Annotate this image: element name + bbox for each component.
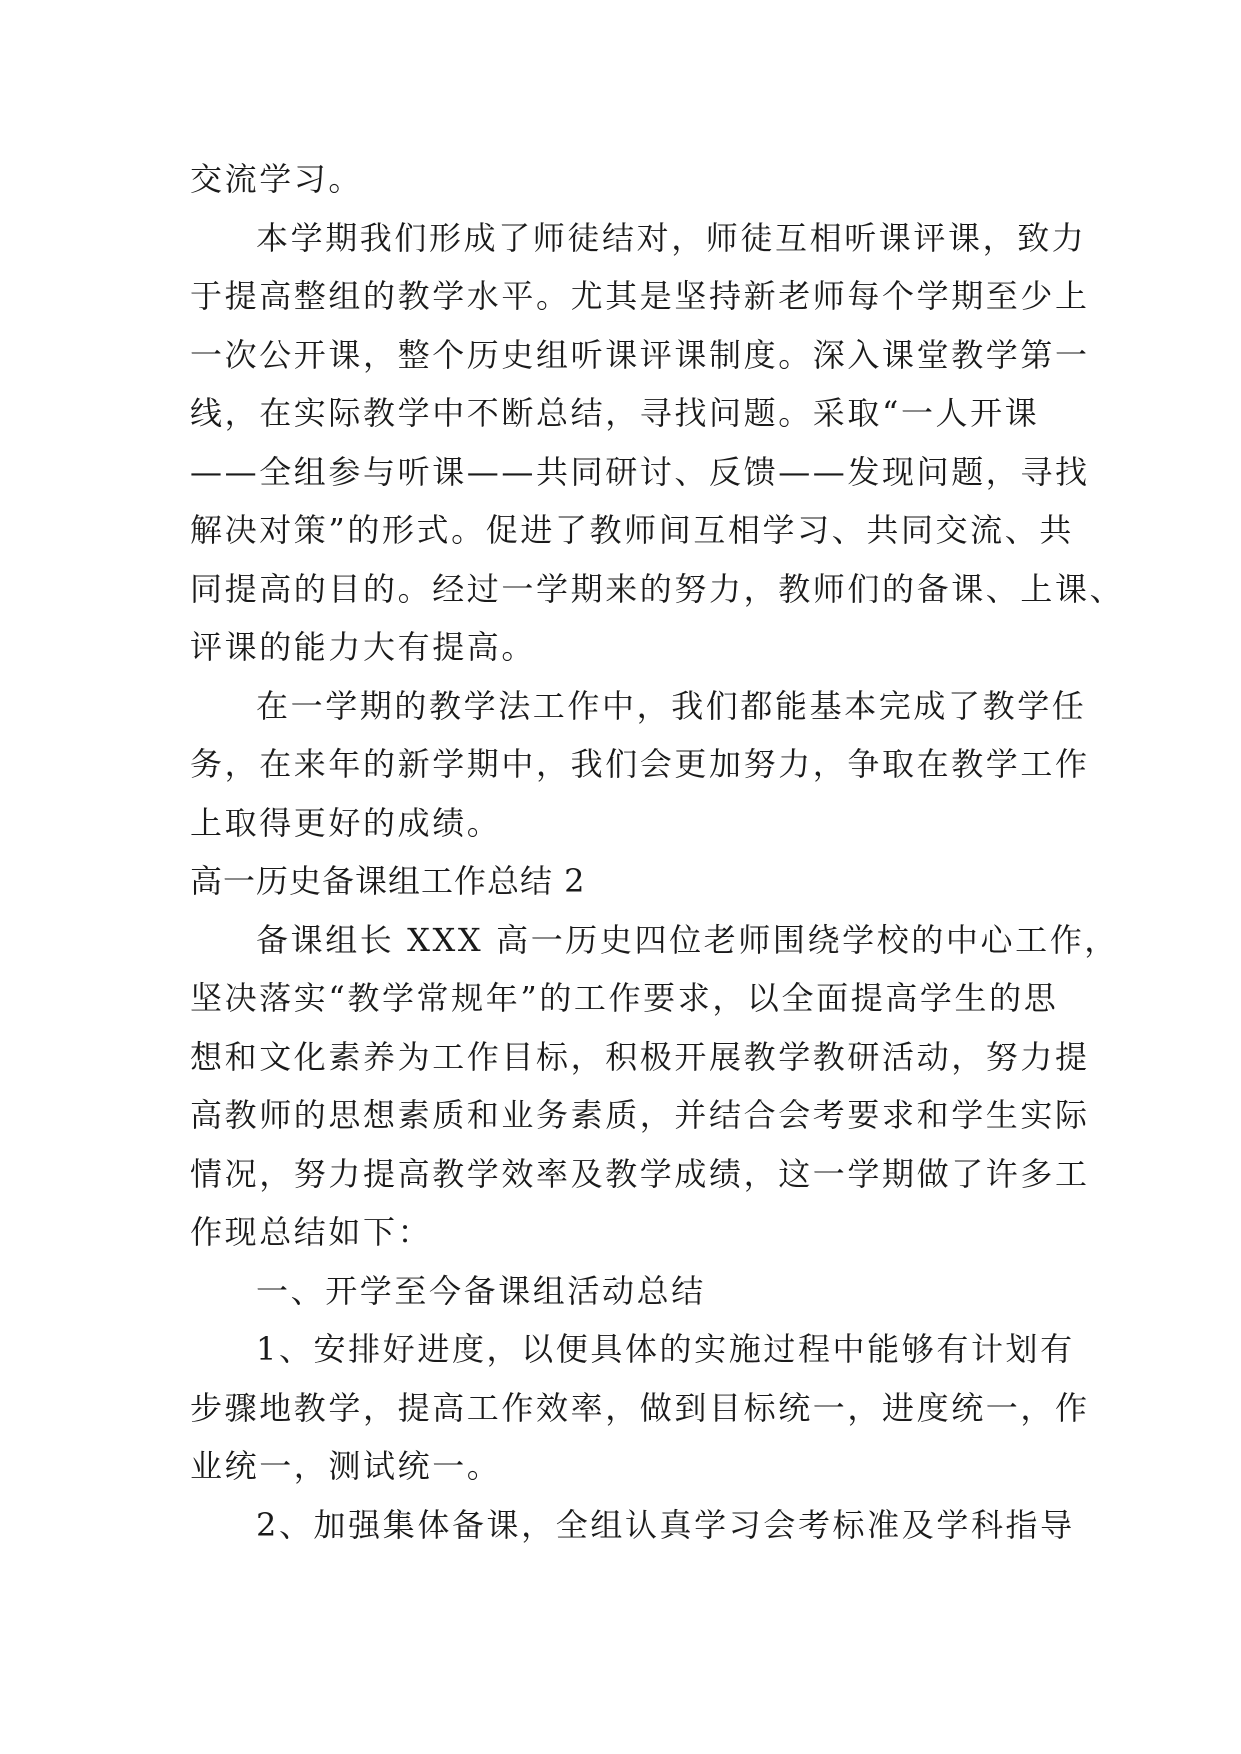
list-item-line: 业统一，测试统一。 bbox=[190, 1447, 502, 1485]
paragraph-line: 评课的能力大有提高。 bbox=[190, 628, 537, 666]
paragraph-line: 在一学期的教学法工作中，我们都能基本完成了教学任 bbox=[256, 686, 1087, 725]
section-heading: 高一历史备课组工作总结 2 bbox=[190, 862, 586, 900]
paragraph-line: 高教师的思想素质和业务素质，并结合会考要求和学生实际 bbox=[190, 1096, 1090, 1134]
paragraph-line: 作现总结如下： bbox=[190, 1213, 433, 1251]
paragraph-line: 线，在实际教学中不断总结，寻找问题。采取“一人开课 bbox=[190, 394, 1040, 432]
paragraph-line: 交流学习。 bbox=[190, 160, 364, 198]
paragraph-line: 本学期我们形成了师徒结对，师徒互相听课评课，致力 bbox=[256, 218, 1087, 257]
paragraph-line: 一次公开课，整个历史组听课评课制度。深入课堂教学第一 bbox=[190, 335, 1090, 374]
list-item-line: 2、加强集体备课，全组认真学习会考标准及学科指导 bbox=[256, 1505, 1075, 1544]
paragraph-line: 想和文化素养为工作目标，积极开展教学教研活动，努力提 bbox=[190, 1037, 1090, 1076]
document-body bbox=[190, 150, 1125, 1554]
paragraph-line: 于提高整组的教学水平。尤其是坚持新老师每个学期至少上 bbox=[190, 277, 1090, 315]
paragraph-line: 务，在来年的新学期中，我们会更加努力，争取在教学工作 bbox=[190, 745, 1090, 783]
paragraph-line: 解决对策”的形式。促进了教师间互相学习、共同交流、共 bbox=[190, 511, 1074, 549]
list-item-line: 步骤地教学，提高工作效率，做到目标统一，进度统一，作 bbox=[190, 1388, 1090, 1427]
paragraph-line: ——全组参与听课——共同研讨、反馈——发现问题，寻找 bbox=[190, 452, 1090, 491]
paragraph-line: 情况，努力提高教学效率及教学成绩，这一学期做了许多工 bbox=[190, 1154, 1090, 1193]
paragraph-line: 同提高的目的。经过一学期来的努力，教师们的备课、上课、 bbox=[190, 569, 1125, 608]
paragraph-line: 坚决落实“教学常规年”的工作要求，以全面提高学生的思 bbox=[190, 979, 1059, 1017]
paragraph-line: 上取得更好的成绩。 bbox=[190, 803, 502, 842]
subsection-heading: 一、开学至今备课组活动总结 bbox=[256, 1271, 706, 1310]
list-item-line: 1、安排好进度，以便具体的实施过程中能够有计划有 bbox=[256, 1330, 1075, 1368]
paragraph-line: 备课组长 XXX 高一历史四位老师围绕学校的中心工作， bbox=[256, 920, 1119, 959]
